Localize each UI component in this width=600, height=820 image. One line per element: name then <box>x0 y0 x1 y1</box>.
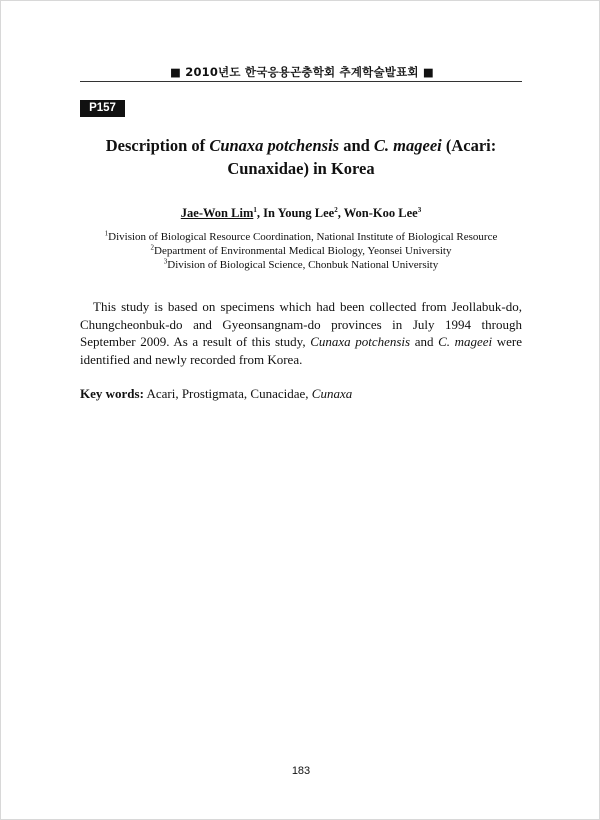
author-sup: 3 <box>417 205 422 214</box>
author-list <box>80 206 522 221</box>
affiliation-text: Department of Environmental Medical Biology, Yeonsei University <box>154 245 452 257</box>
affiliation-text: Division of Biological Resource Coordination, National Institute of Biological Resource <box>108 231 498 243</box>
affiliation-text: Division of Biological Science, Chonbuk National University <box>167 259 439 271</box>
title-part1: Description of <box>105 136 210 155</box>
keywords-plain: Acari, Prostigmata, Cunacidae, <box>143 386 312 401</box>
abstract-part3: were identified and newly recorded from Korea. <box>80 334 522 367</box>
keywords-line <box>80 386 522 402</box>
affiliation-sup: 3 <box>163 257 168 266</box>
page-number: 183 <box>291 765 311 777</box>
author-separator: , <box>337 206 344 220</box>
affiliation-2 <box>80 245 522 257</box>
affiliation-sup: 1 <box>104 229 109 238</box>
author-name: Jae-Won Lim <box>180 206 254 220</box>
title-part2: and <box>339 136 374 155</box>
abstract-paragraph <box>80 298 522 368</box>
affiliation-sup: 2 <box>150 243 155 252</box>
author-sup: 1 <box>253 205 257 214</box>
author-separator: , <box>256 206 264 220</box>
paper-title <box>80 134 522 180</box>
title-species2: C. mageei <box>373 136 442 155</box>
abstract-part2: and <box>410 334 439 349</box>
abstract-species2: C. mageei <box>438 334 493 349</box>
keywords-label: Key words: <box>80 386 144 401</box>
affiliation-3 <box>80 259 522 271</box>
affiliation-1 <box>80 231 522 243</box>
author-name: Won-Koo Lee <box>343 206 418 220</box>
title-species1: Cunaxa potchensis <box>209 136 340 155</box>
title-part3: (Acari: Cunaxidae) in Korea <box>227 136 497 178</box>
abstract-part1: This study is based on specimens which had been collected from Jeollabuk-do, Chungcheonbuk-do and Gyeonsangnam-do provinces in July 1994 through September 2009. As a result of this study, <box>80 299 522 349</box>
header-rule <box>80 81 522 82</box>
author-name: In Young Lee <box>263 206 335 220</box>
author-sup: 2 <box>334 205 338 214</box>
abstract-species1: Cunaxa potchensis <box>310 334 411 349</box>
running-header: ■ 2010년도 한국응용곤충학회 추계학술발표회 ■ <box>169 65 434 79</box>
keywords-italic: Cunaxa <box>311 386 353 401</box>
poster-code-badge: P157 <box>80 100 125 117</box>
